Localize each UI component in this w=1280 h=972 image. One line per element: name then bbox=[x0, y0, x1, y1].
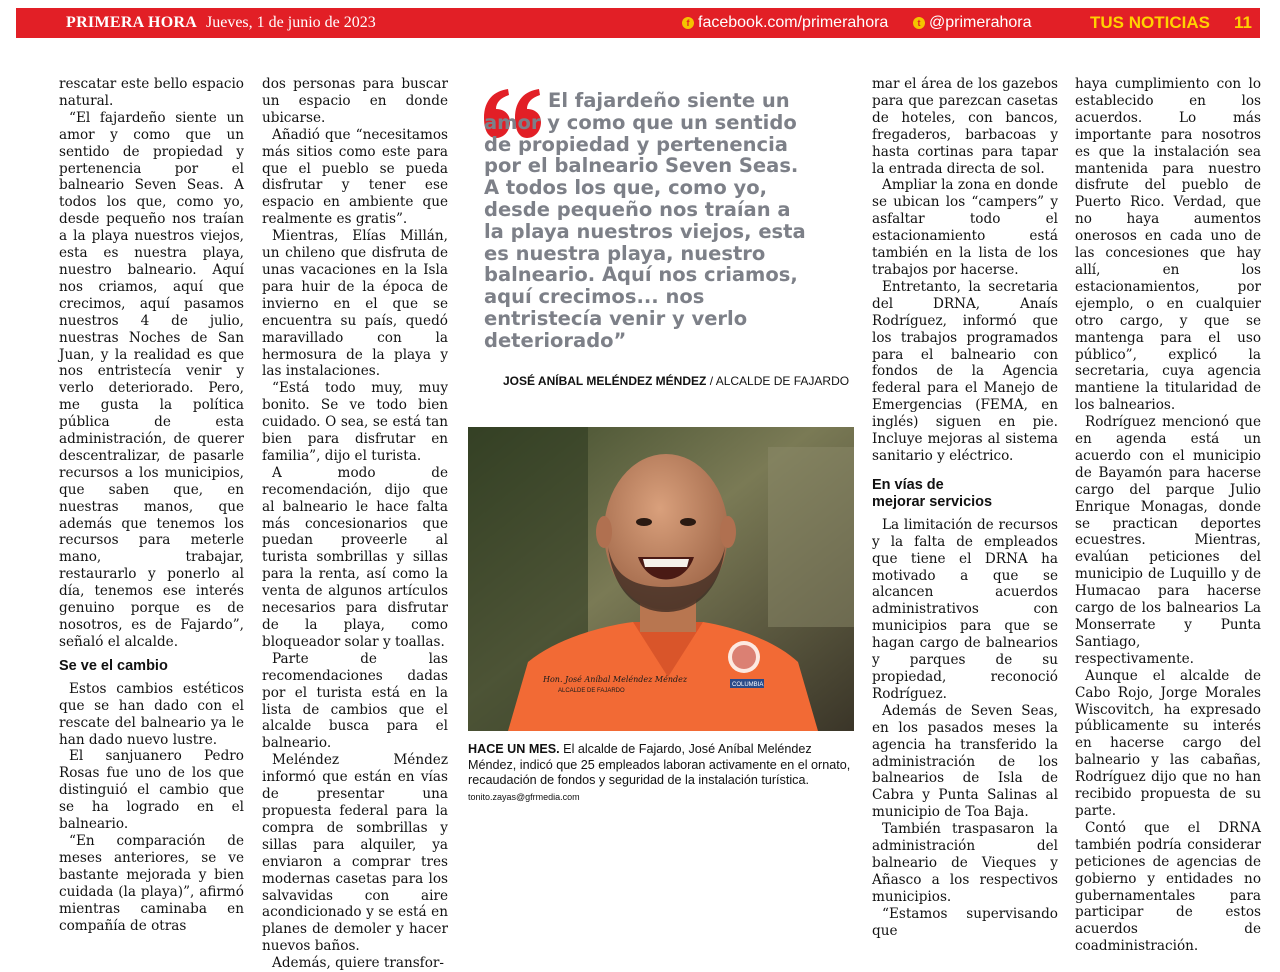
subheading bbox=[872, 477, 1058, 511]
paragraph: Estos cambios estéticos que se han dado con el rescate del balneario ya le han dado nuevo lustre. bbox=[59, 680, 244, 748]
shirt-embroidery-title: ALCALDE DE FAJARDO bbox=[558, 688, 625, 694]
paragraph: “El fajardeño siente un amor y como que un sentido de propiedad y pertenencia por el balneario Seven Seas. A todos los que, como yo, desde pequeño nos traían a la playa nuestros viejos, esta es nuestra playa, nuestro balneario. Aquí nos criamos, aquí que crecimos, aquí pasamos nuestros 4 de julio, nuestras Noches de San Juan, y la realidad es que nos entristecía venir y verlo deteriorado. Pero, me gusta la política pública de esta administración, de querer descentralizar, de pasarle recursos a los municipios, que saben que, en nuestras manos, que además que tenemos los recursos para meterle mano, trabajar, restaurarlo y ponerlo al día, tenemos ese interés genuino porque es de nosotros, es de Fajardo”, señaló el alcalde. bbox=[59, 109, 244, 650]
paragraph: “Estamos supervisando que bbox=[872, 905, 1058, 939]
subheading: Se ve el cambio bbox=[59, 657, 168, 674]
paragraph: mar el área de los gazebos para que parezcan casetas de hoteles, con bancos, fregaderos, barbacoas y hasta cortinas para tapar la entrada directa de sol. bbox=[872, 76, 1058, 177]
shirt-embroidery-name: Hon. José Aníbal Meléndez Méndez bbox=[543, 675, 688, 684]
paragraph: También traspasaron la administración del balneario de Vieques y Añasco a los respectivos municipios. bbox=[872, 821, 1058, 905]
paragraph: “En comparación de meses anteriores, se ve bastante mejorada y bien cuidada (la playa)”, afirmó mientras caminaba en compañía de otras bbox=[59, 832, 244, 934]
paragraph: Añadió que “necesitamos más sitios como este para que el pueblo se pueda disfrutar y tener ese espacio en ambiente que realmente es gratis”. bbox=[262, 126, 448, 228]
subheading-line-1: En vías de bbox=[872, 476, 944, 493]
paragraph: Parte de las recomendaciones dadas por el turista está en la lista de cambios que el alcalde busca para el balneario. bbox=[262, 650, 448, 752]
photo-credit: tonito.zayas@gfrmedia.com bbox=[468, 791, 580, 802]
quote-role: ALCALDE DE FAJARDO bbox=[715, 374, 850, 388]
quote-attribution bbox=[503, 374, 863, 388]
page-number: 11 bbox=[1234, 13, 1252, 32]
facebook-link[interactable]: facebook.com/primerahora bbox=[698, 14, 889, 31]
article-column-1 bbox=[59, 76, 244, 934]
shirt-patch-text: COLUMBIA bbox=[732, 682, 764, 688]
article-column-2 bbox=[262, 76, 448, 972]
paragraph: rescatar este bello espacio natural. bbox=[59, 76, 244, 109]
paragraph: Además de Seven Seas, en los pasados meses la agencia ha transferido la administración de los balnearios de Isla de Cabra y Punta Salinas al municipio de Toa Baja. bbox=[872, 702, 1058, 821]
caption-lead: HACE UN MES. bbox=[468, 742, 560, 756]
article-column-3 bbox=[872, 76, 1058, 940]
paragraph: dos personas para buscar un espacio en donde ubicarse. bbox=[262, 76, 448, 126]
paragraph: Meléndez Méndez informó que están en vías de presentar una propuesta federal para la compra de sombrillas y sillas para alquiler, ya enviaron a comprar tres modernas casetas para los salvavidas con aire acondicionado y se está en planes de demoler y hacer nuevos baños. bbox=[262, 752, 448, 955]
twitter-handle[interactable]: @primerahora bbox=[929, 14, 1032, 31]
page-header-bar bbox=[16, 8, 1260, 38]
article-column-4 bbox=[1075, 76, 1261, 955]
quote-author: JOSÉ ANÍBAL MELÉNDEZ MÉNDEZ bbox=[503, 374, 707, 388]
pull-quote: El fajardeño siente un amor y como que un sentido de propiedad y pertenencia por el balneario Seven Seas. A todos los que, como yo, desde pequeño nos traían a la playa nuestros viejos, esta es nuestra playa, nuestro balneario. Aquí nos criamos, aquí crecimos... nos entristecía venir y verlo deteriorado” bbox=[484, 89, 806, 352]
twitter-icon: t bbox=[913, 17, 925, 29]
paragraph: Contó que el DRNA también podría considerar peticiones de agencias de gobierno y entidades no gubernamentales para participar de estos acuerdos de coadministración. bbox=[1075, 819, 1261, 955]
section-title: TUS NOTICIAS bbox=[1090, 13, 1210, 32]
newspaper-brand: PRIMERA HORA bbox=[66, 14, 198, 31]
subheading-line-2: mejorar servicios bbox=[872, 493, 993, 510]
paragraph: haya cumplimiento con lo establecido en los acuerdos. Lo más importante para nosotros es que la instalación sea mantenida para nuestro disfrute del pueblo de Puerto Rico. Verdad, que no haya aumentos onerosos en cada uno de las concesiones que hay allí, en los estacionamientos, por ejemplo, o en cualquier otro cargo, y que se mantenga para el uso público”, explicó la secretaria, cuya agencia mantiene la titularidad de los balnearios. bbox=[1075, 76, 1261, 414]
paragraph: Entretanto, la secretaria del DRNA, Anaís Rodríguez, informó que los trabajos programados para el balneario con fondos de la Agencia federal para el Manejo de Emergencias (FEMA, en inglés) siguen en pie. Incluye mejoras al sistema sanitario y eléctrico. bbox=[872, 278, 1058, 464]
paragraph: La limitación de recursos y la falta de empleados que tiene el DRNA ha motivado a que se alcancen acuerdos administrativos con municipios para que se hagan cargo de balnearios y parques de su propiedad, reconoció Rodríguez. bbox=[872, 516, 1058, 702]
mayor-portrait-photo bbox=[468, 427, 854, 731]
paragraph: El sanjuanero Pedro Rosas fue uno de los que distinguió el cambio que se ha logrado en el balneario. bbox=[59, 748, 244, 833]
paragraph: Ampliar la zona en donde se ubican los “campers” y asfaltar todo el estacionamiento está también en la lista de los trabajos por hacerse. bbox=[872, 177, 1058, 278]
paragraph: Mientras, Elías Millán, un chileno que disfruta de unas vacaciones en la Isla para huir de la época de invierno en el que se encuentra su país, quedó maravillado con la hermosura de la playa y las instalaciones. bbox=[262, 228, 448, 380]
caption-text: El alcalde de Fajardo, José Aníbal Meléndez Méndez, indicó que 25 empleados laboran activamente en el ornato, recaudación de fondos y seguridad de la instalación turística. bbox=[468, 742, 851, 787]
portrait-photo-icon bbox=[468, 427, 854, 731]
paragraph: Aunque el alcalde de Cabo Rojo, Jorge Morales Wiscovitch, ha expresado públicamente su interés en hacerse cargo del balneario y las cabañas, Rodríguez dijo que no han recibido propuesta de su parte. bbox=[1075, 667, 1261, 819]
photo-caption bbox=[468, 742, 858, 805]
paragraph: Rodríguez mencionó que en agenda está un acuerdo con el municipio de Bayamón para hacerse cargo del parque Julio Enrique Monagas, donde se practican deportes ecuestres. Mientras, evalúan peticiones del municipio de Luquillo y de Humacao para hacerse cargo de los balnearios La Monserrate y Punta Santiago, respectivamente. bbox=[1075, 414, 1261, 667]
facebook-icon: f bbox=[682, 17, 694, 29]
quote-separator: / bbox=[706, 374, 716, 388]
paragraph: “Está todo muy, muy bonito. Se ve todo bien cuidado. O sea, se está tan bien para disfrutar en familia”, dijo el turista. bbox=[262, 380, 448, 464]
paragraph: Además, quiere transfor- bbox=[272, 955, 444, 972]
issue-date: Jueves, 1 de junio de 2023 bbox=[206, 14, 376, 31]
paragraph: A modo de recomendación, dijo que al balneario le hace falta más concesionarios que puedan proveerle al turista sombrillas y sillas para la renta, así como la venta de algunos artículos necesarios para disfrutar de la playa, como bloqueador solar y toallas. bbox=[262, 464, 448, 650]
